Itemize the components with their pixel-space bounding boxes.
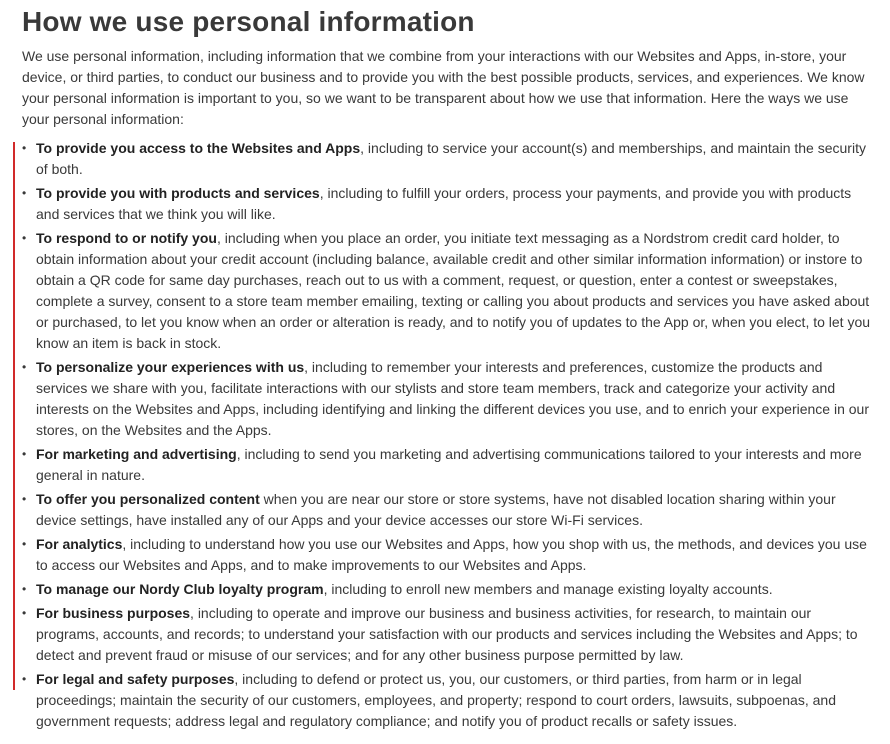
item-title: For analytics — [36, 536, 123, 552]
item-text: , including to understand how you use our Websites and Apps, how you shop with us, the methods, and devices you use to access our Websites and Apps, and to make improvements to our Websites and Apps. — [36, 536, 867, 573]
list-item-legal — [22, 669, 872, 732]
bullet-icon: • — [22, 672, 27, 686]
item-title: To respond to or notify you — [36, 230, 217, 246]
bullet-icon: • — [22, 447, 27, 461]
list-item-personalize — [22, 357, 872, 441]
item-text: , including to service your account(s) and memberships, and maintain the security of both. — [36, 140, 866, 177]
item-text: , including to enroll new members and manage existing loyalty accounts. — [323, 581, 773, 597]
item-title: To provide you with products and services — [36, 185, 320, 201]
item-text: , including when you place an order, you initiate text messaging as a Nordstrom credit card holder, to obtain information about your credit account (including balance, available credit and other similar information information) or instore to obtain a QR code for same day purchases, reach out to us with a comment, request, or question, enter a contest or sweepstakes, complete a survey, consent to a store team member emailing, texting or calling you about products and services you have asked about or purchased, to let you know when an order or alteration is ready, and to notify you of updates to the App or, when you elect, to let you know an item is back in stock. — [36, 230, 871, 351]
uses-list — [22, 138, 872, 732]
list-item-business — [22, 603, 872, 666]
list-item-products — [22, 183, 872, 225]
list-item-marketing — [22, 444, 872, 486]
item-text: , including to send you marketing and advertising communications tailored to your interests and more general in nature. — [36, 446, 862, 483]
list-item-analytics — [22, 534, 872, 576]
bullet-icon: • — [22, 606, 27, 620]
list-item-respond — [22, 228, 872, 354]
item-text: , including to operate and improve our business and business activities, for research, to maintain our programs, accounts, and records; to understand your satisfaction with our products and services including the Websites and Apps; to detect and prevent fraud or misuse of our services; and for any other business purpose permitted by law. — [36, 605, 858, 663]
list-item-access — [22, 138, 872, 180]
item-title: To personalize your experiences with us — [36, 359, 305, 375]
bullet-icon: • — [22, 360, 27, 374]
item-title: For business purposes — [36, 605, 191, 621]
item-text: , including to remember your interests and preferences, customize the products and services we share with you, facilitate interactions with our stylists and store team members, track and categorize your activity and interests on the Websites and Apps, including identifying and linking the different devices you use, and to enrich your experience in our stores, on the Websites and the Apps. — [36, 359, 869, 438]
item-text: when you are near our store or store systems, have not disabled location sharing within your device settings, have installed any of our Apps and your device accesses our store Wi-Fi services. — [36, 491, 836, 528]
bullet-icon: • — [22, 537, 27, 551]
item-title: To provide you access to the Websites and Apps — [36, 140, 361, 156]
item-text: , including to fulfill your orders, process your payments, and provide you with products and services that we think you will like. — [36, 185, 852, 222]
intro-paragraph: We use personal information, including information that we combine from your interactions with our Websites and Apps, in-store, your device, or third parties, to conduct our business and to provide you with the best possible products, services, and experiences. We know your personal information is important to you, so we want to be transparent about how we use that information. Here the ways we use your personal information: — [22, 48, 865, 127]
privacy-section — [22, 0, 872, 735]
selection-indicator-line — [13, 142, 15, 690]
list-item-loyalty — [22, 579, 872, 600]
item-text: , including to defend or protect us, you, our customers, or third parties, from harm or in legal proceedings; maintain the security of our customers, employees, and property; respond to court orders, lawsuits, subpoenas, and government requests; address legal and regulatory compliance; and notify you of product recalls or safety issues. — [36, 671, 836, 729]
bullet-icon: • — [22, 186, 27, 200]
item-title: To offer you personalized content — [36, 491, 260, 507]
bullet-icon: • — [22, 141, 27, 155]
bullet-icon: • — [22, 231, 27, 245]
item-title: For marketing and advertising — [36, 446, 237, 462]
bullet-icon: • — [22, 492, 27, 506]
list-item-personalized-content — [22, 489, 872, 531]
bullet-icon: • — [22, 582, 27, 596]
section-heading: How we use personal information — [22, 6, 475, 37]
item-title: For legal and safety purposes — [36, 671, 235, 687]
item-title: To manage our Nordy Club loyalty program — [36, 581, 324, 597]
